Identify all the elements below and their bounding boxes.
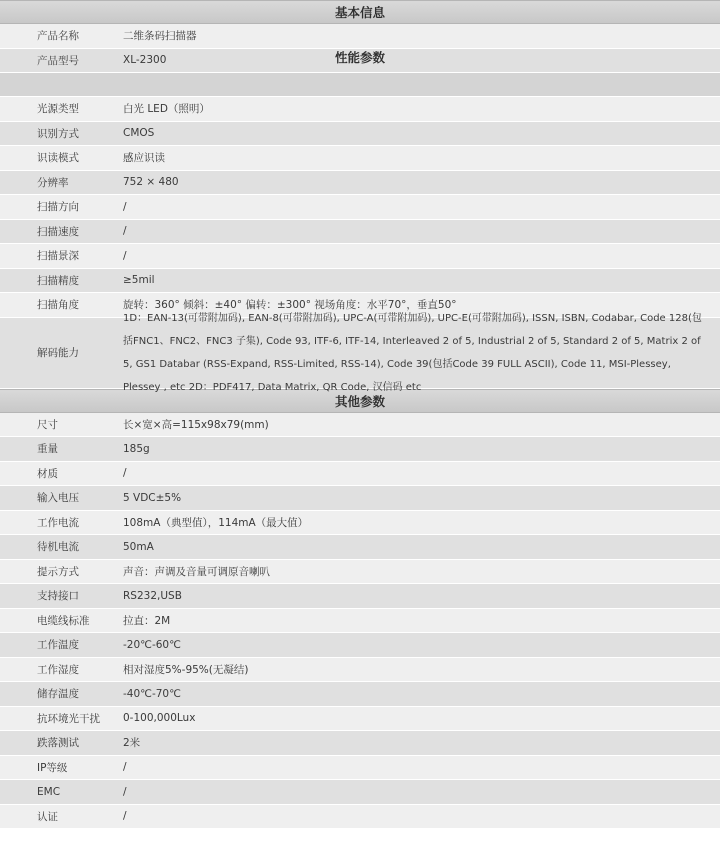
spec-row — [0, 171, 720, 196]
spec-label: 待机电流 — [37, 541, 79, 554]
spec-row — [0, 24, 720, 49]
spec-row — [0, 560, 720, 585]
spec-value: RS232,USB — [123, 589, 182, 602]
spec-row — [0, 97, 720, 122]
spec-value: / — [123, 785, 127, 798]
spec-value: 2米 — [123, 737, 141, 750]
spec-label: 电缆线标准 — [37, 614, 90, 627]
spec-label: EMC — [37, 785, 61, 798]
spec-value: 声音：声调及音量可调原音喇叭 — [123, 565, 270, 578]
spec-row — [0, 633, 720, 658]
spec-label: 输入电压 — [37, 492, 79, 505]
spec-label: 光源类型 — [37, 103, 79, 116]
spec-value: 白光 LED（照明） — [123, 103, 210, 116]
spec-row — [0, 707, 720, 732]
spec-row — [0, 756, 720, 781]
spec-row — [0, 658, 720, 683]
spec-row-decode — [0, 312, 720, 393]
spec-value: / — [123, 200, 127, 213]
spec-value: 感应识读 — [123, 152, 165, 165]
spec-row — [0, 609, 720, 634]
spec-label: 工作湿度 — [37, 663, 79, 676]
spec-row — [0, 269, 720, 294]
spec-value: 5 VDC±5% — [123, 491, 182, 504]
spec-label: 扫描角度 — [37, 299, 79, 312]
spec-row — [0, 511, 720, 536]
section-header-basic: 基本信息 — [0, 0, 720, 24]
spec-label: 扫描方向 — [37, 201, 79, 214]
spec-value: / — [123, 810, 127, 823]
spec-label: 扫描景深 — [37, 250, 79, 263]
spec-label: 识别方式 — [37, 127, 79, 140]
spec-row — [0, 682, 720, 707]
spec-value: 0-100,000Lux — [123, 712, 196, 725]
spec-row — [0, 122, 720, 147]
spec-label: 抗环境光干扰 — [37, 712, 100, 725]
spec-value: -20℃-60℃ — [123, 638, 181, 651]
spec-value: 二维条码扫描器 — [123, 30, 197, 43]
spec-value: 长×宽×高=115x98x79(mm) — [123, 418, 269, 431]
spec-label: 尺寸 — [37, 418, 58, 431]
spec-label: 解码能力 — [37, 347, 79, 359]
spec-row — [0, 462, 720, 487]
spec-value: 旋转：360° 倾斜：±40° 偏转：±300° 视场角度：水平70°，垂直50° — [123, 299, 457, 312]
spec-value: 50mA — [123, 540, 154, 553]
spec-value-decode: 1D：EAN-13(可带附加码), EAN-8(可带附加码), UPC-A(可带附加码), UPC-E(可带附加码), ISSN, ISBN, Codabar, Code 128(包括FNC1、FNC2、FNC3 子集), Code 93, ITF-6, ITF-14, Interleaved 2 of 5, Industrial 2 of 5, Standard 2 of 5, Matrix 2 of 5, GS1 Databar (RSS-Expand, RSS-Limited, RSS-14), Code 39(包括Code 39 FULL ASCII), Code 11, MSI-Plessey, Plessey , etc 2D：PDF417, Data Matrix, QR Code, 汉信码 etc — [123, 312, 702, 393]
spec-row — [0, 437, 720, 462]
spec-label: 工作温度 — [37, 639, 79, 652]
spec-label: 提示方式 — [37, 565, 79, 578]
spec-label: 材质 — [37, 467, 58, 480]
spec-value: 相对湿度5%-95%(无凝结) — [123, 663, 249, 676]
spec-label: 工作电流 — [37, 516, 79, 529]
spec-row — [0, 584, 720, 609]
spec-row — [0, 413, 720, 438]
spec-value: XL-2300 — [123, 54, 167, 67]
spec-label: 重量 — [37, 443, 58, 456]
spec-label: 支持接口 — [37, 590, 79, 603]
spec-value: / — [123, 761, 127, 774]
spec-value: 185g — [123, 442, 150, 455]
spec-label: 扫描速度 — [37, 225, 79, 238]
spec-row — [0, 146, 720, 171]
spec-row — [0, 195, 720, 220]
section-header-performance: 性能参数 — [334, 49, 385, 65]
spec-label: 扫描精度 — [37, 274, 79, 287]
spec-label: 分辨率 — [37, 176, 69, 189]
spec-row — [0, 244, 720, 269]
spec-row — [0, 220, 720, 245]
spec-value: / — [123, 225, 127, 238]
spec-value: CMOS — [123, 127, 155, 140]
spec-label: 跌落测试 — [37, 737, 79, 750]
spec-label: 认证 — [37, 810, 58, 823]
spec-row — [0, 805, 720, 830]
spec-row — [0, 731, 720, 756]
spec-row — [0, 780, 720, 805]
spec-row — [0, 49, 720, 74]
spec-value: 752 × 480 — [123, 176, 179, 189]
spec-row — [0, 535, 720, 560]
section-divider — [0, 73, 720, 97]
spec-label: 产品名称 — [37, 30, 79, 43]
spec-value: ≥5mil — [123, 274, 155, 287]
spec-value: / — [123, 249, 127, 262]
spec-label: 产品型号 — [37, 54, 79, 67]
spec-value: 拉直：2M — [123, 614, 171, 627]
spec-label: 识读模式 — [37, 152, 79, 165]
spec-row — [0, 486, 720, 511]
spec-value: 108mA（典型值），114mA（最大值） — [123, 516, 309, 529]
spec-label: IP等级 — [37, 761, 68, 774]
spec-label: 储存温度 — [37, 688, 79, 701]
section-header-other: 其他参数 — [0, 389, 720, 413]
spec-value: -40℃-70℃ — [123, 687, 181, 700]
spec-value: / — [123, 467, 127, 480]
